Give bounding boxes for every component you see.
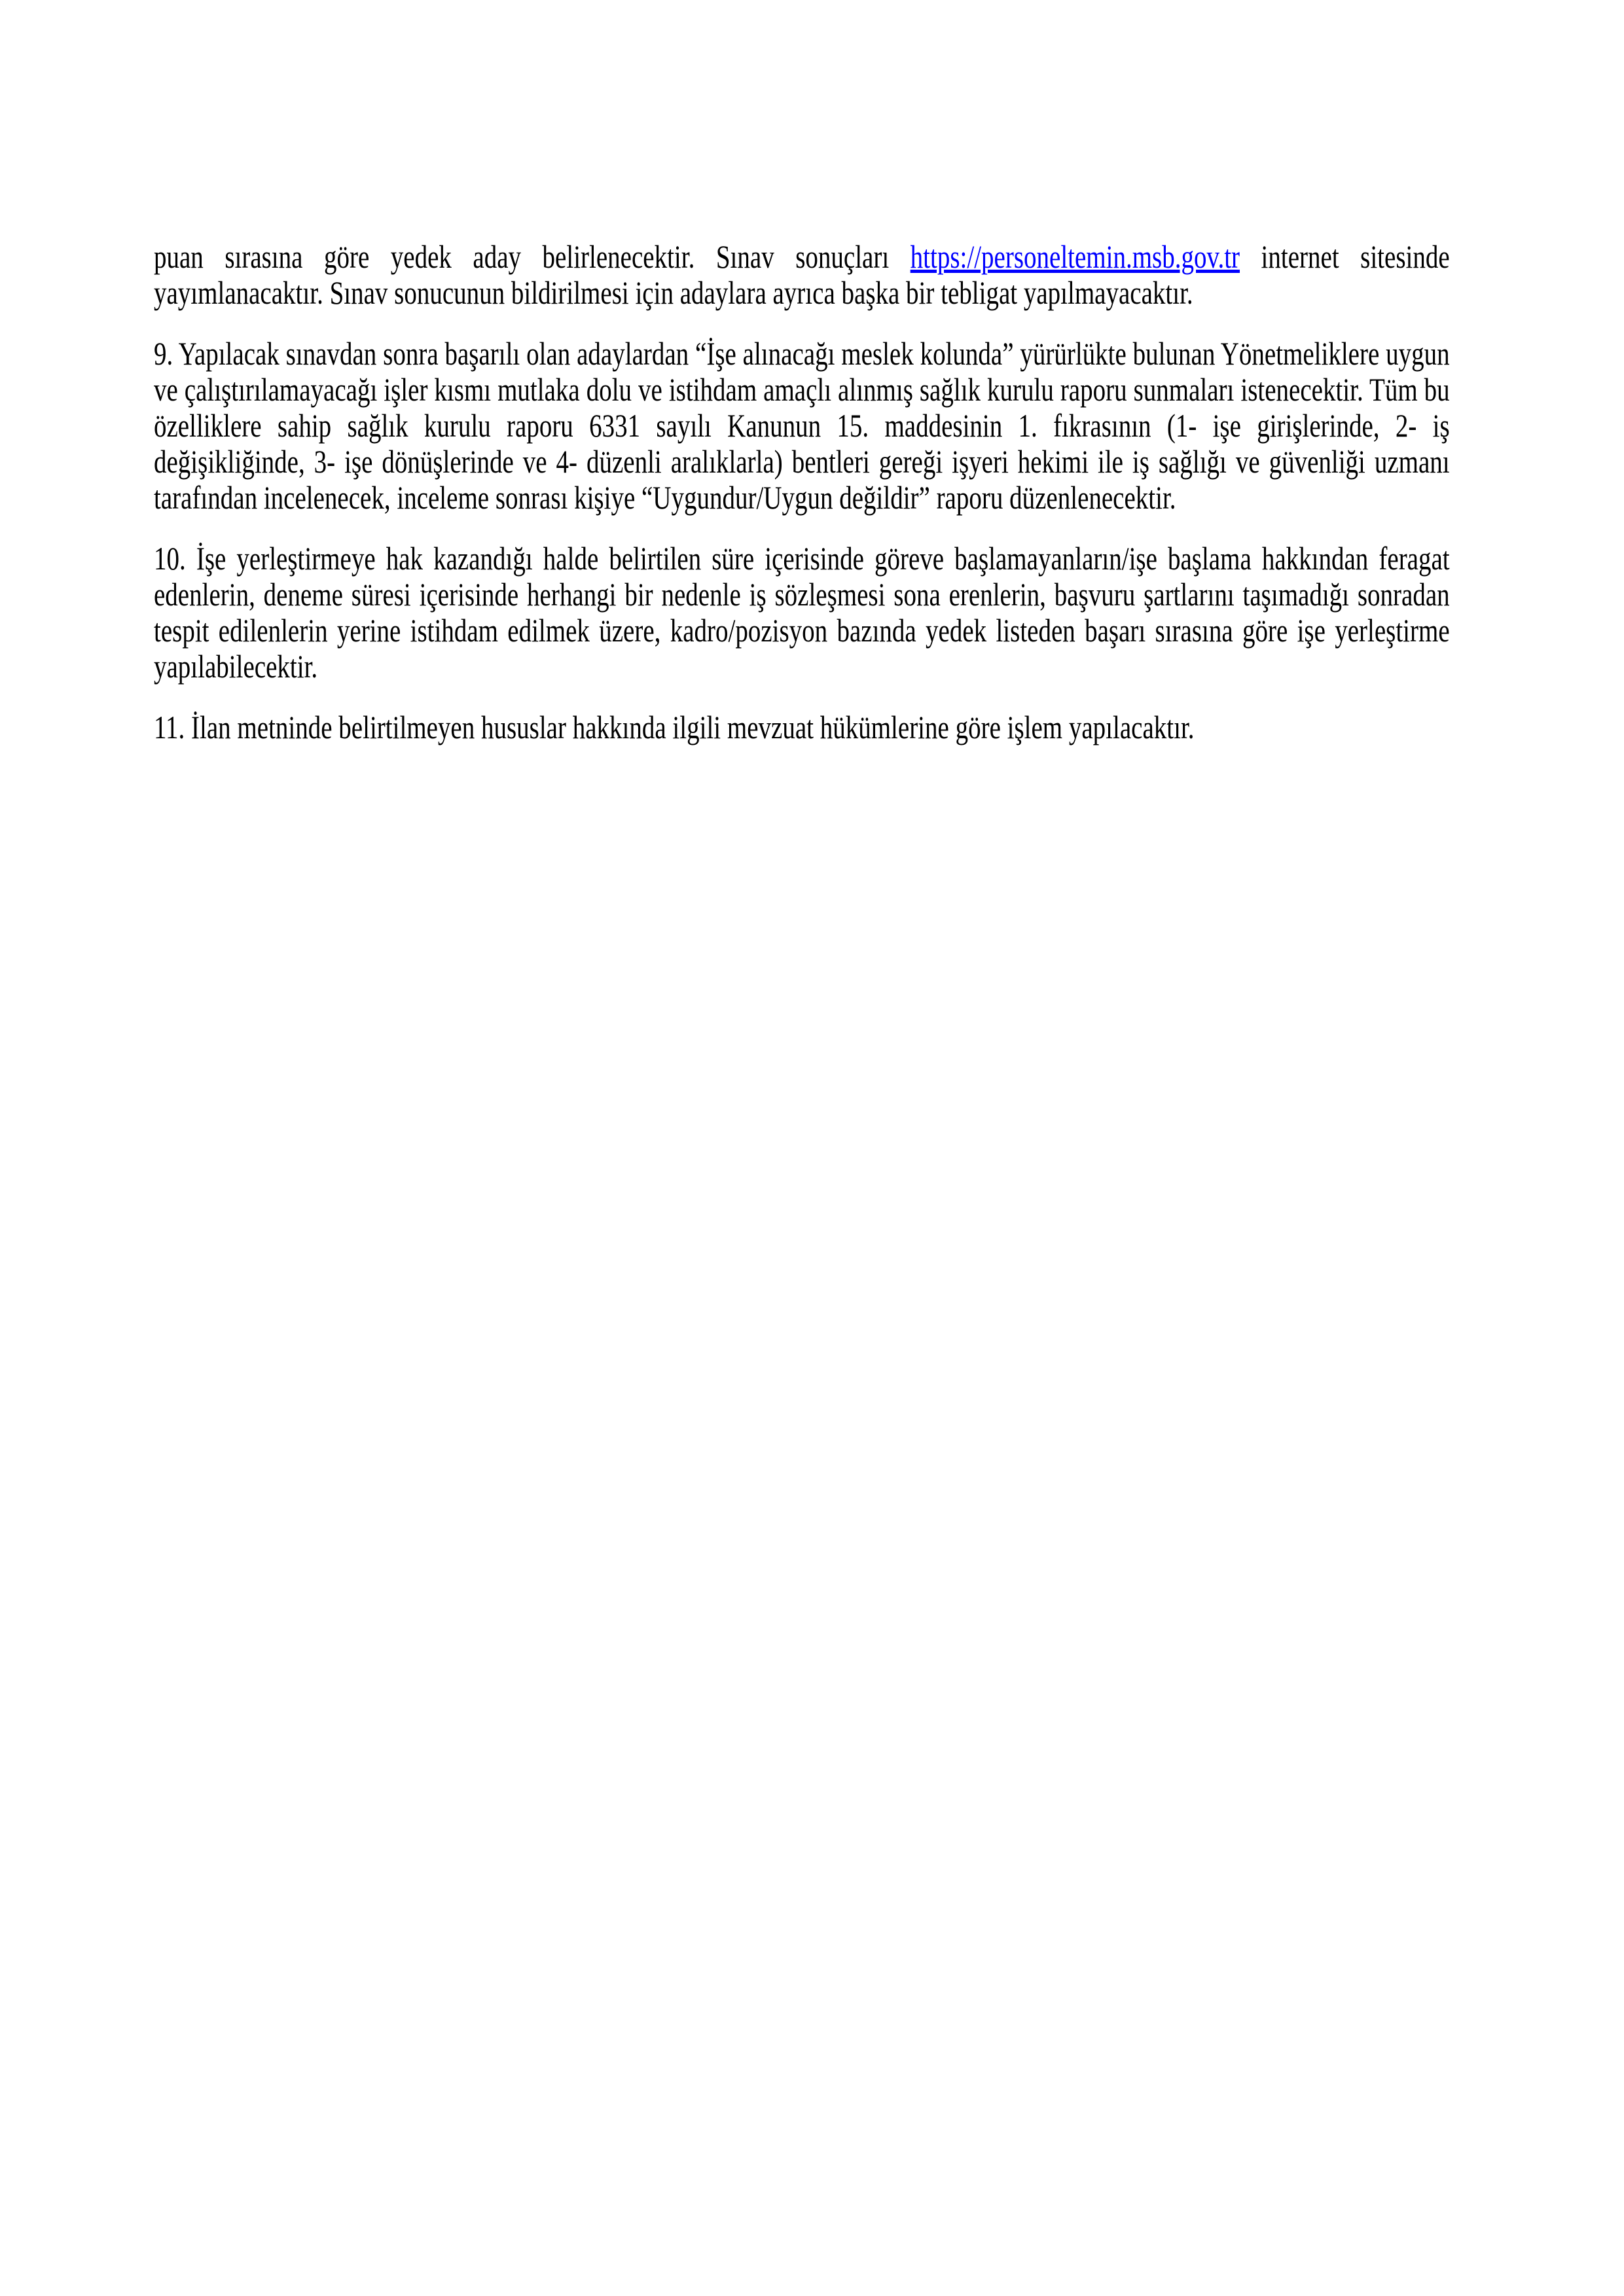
paragraph-continued-text-before: puan sırasına göre yedek aday belirlenecektir. Sınav sonuçları [154,238,911,275]
paragraph-item-9: 9. Yapılacak sınavdan sonra başarılı olan adaylardan “İşe alınacağı meslek kolunda” yürürlükte bulunan Yönetmeliklere uygun ve çalıştırılamayacağı işler kısmı mutlaka dolu ve istihdam amaçlı alınmış sağlık kurulu raporu sunmaları istenecektir. Tüm bu özelliklere sahip sağlık kurulu raporu 6331 sayılı Kanunun 15. maddesinin 1. fıkrasının (1- işe girişlerinde, 2- iş değişikliğinde, 3- işe dönüşlerinde ve 4- düzenli aralıklarla) bentleri gereği işyeri hekimi ile iş sağlığı ve güvenliği uzmanı tarafından incelenecek, inceleme sonrası kişiye “Uygundur/Uygun değildir” raporu düzenlenecektir. [154,335,1450,516]
paragraph-item-10: 10. İşe yerleştirmeye hak kazandığı halde belirtilen süre içerisinde göreve başlamayanların/işe başlama hakkından feragat edenlerin, deneme süresi içerisinde herhangi bir nedenle iş sözleşmesi sona erenlerin, başvuru şartlarını taşımadığı sonradan tespit edilenlerin yerine istihdam edilmek üzere, kadro/pozisyon bazında yedek listeden başarı sırasına göre işe yerleştirme yapılabilecektir. [154,540,1450,685]
paragraph-item-11: 11. İlan metninde belirtilmeyen hususlar hakkında ilgili mevzuat hükümlerine göre işlem yapılacaktır. [154,709,1195,745]
paragraph-continued [154,239,1450,311]
personeltemin-link[interactable]: https://personeltemin.msb.gov.tr [910,238,1240,275]
document-text-block [154,239,1450,770]
paragraph-continued-text-after: internet sitesinde yayımlanacaktır. Sınav sonucunun bildirilmesi için adaylara ayrıca başka bir tebligat yapılmayacaktır. [154,238,1450,311]
